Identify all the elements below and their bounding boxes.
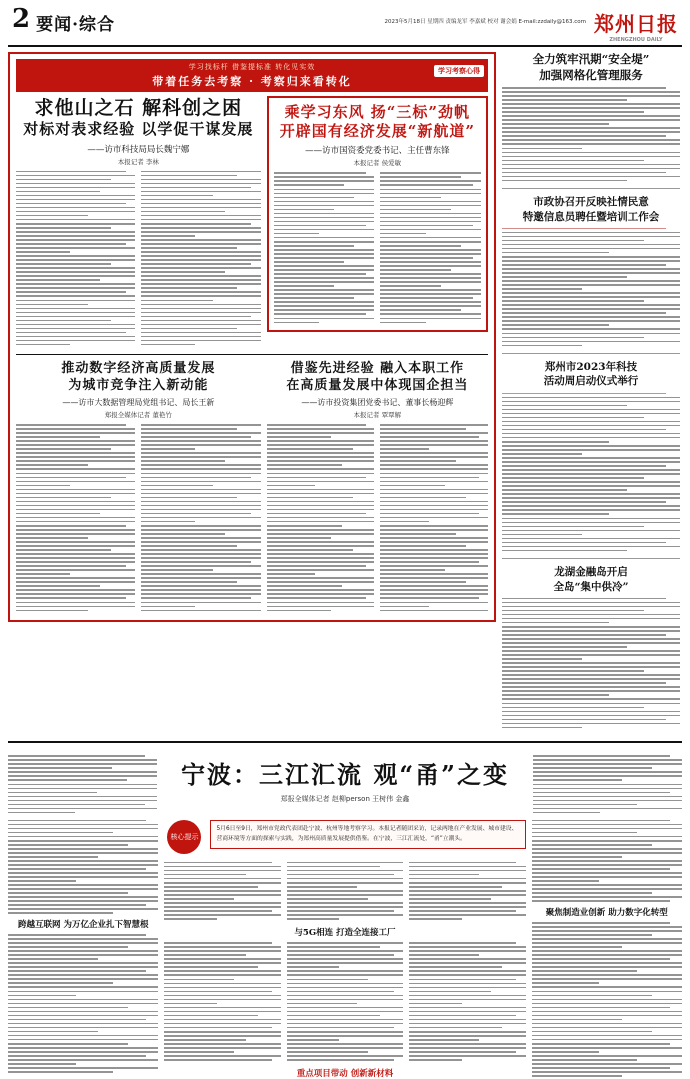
article-3-text-col-2 bbox=[141, 424, 260, 613]
feature-middle-columns bbox=[164, 862, 525, 922]
feature-byline: 郑报全媒体记者 赵柳person 王树伟 金鑫 bbox=[280, 795, 410, 804]
article-2 bbox=[267, 96, 488, 348]
right-article-4-headline-1: 龙湖金融岛开启 bbox=[554, 566, 628, 579]
right-article-2-headline-2: 特邀信息员聘任暨培训工作会 bbox=[522, 210, 660, 223]
campaign-banner bbox=[16, 59, 488, 92]
right-article-3-headline-1: 郑州市2023年科技 bbox=[544, 361, 638, 374]
article-1-headline-2: 对标对表求经验 以学促干谋发展 bbox=[23, 120, 254, 139]
article-1 bbox=[16, 96, 261, 348]
paper-logo bbox=[594, 6, 678, 43]
feature-mid-col-1 bbox=[164, 862, 280, 922]
featured-columns-2 bbox=[16, 361, 488, 614]
article-2-headline-1: 乘学习东风 扬“三标”劲帆 bbox=[284, 103, 471, 121]
section-title: 要闻·综合 bbox=[36, 15, 116, 35]
right-article-1-headline-2: 加强网格化管理服务 bbox=[539, 67, 643, 82]
article-2-byline: 本报记者 侯爱敏 bbox=[353, 159, 402, 168]
article-3-byline: 郑报全媒体记者 董艳竹 bbox=[104, 411, 172, 420]
feature-mid-col-3 bbox=[409, 862, 525, 922]
right-article-1-text bbox=[502, 87, 680, 181]
feature-col-middle bbox=[164, 820, 525, 1079]
feature-badge-wrap bbox=[164, 820, 204, 857]
masthead bbox=[8, 0, 682, 47]
article-1-headline-1: 求他山之石 解科创之困 bbox=[34, 97, 243, 119]
feature-col-left bbox=[8, 820, 158, 1079]
feature-right-body-2 bbox=[532, 922, 682, 1077]
right-article-4-headline-2: 全岛“集中供冷” bbox=[553, 580, 629, 593]
feature-title-wrap bbox=[163, 755, 527, 815]
right-article-2-headline-1: 市政协召开反映社情民意 bbox=[533, 196, 649, 209]
campaign-banner-sub: 学习找标杆 借鉴提标准 转化见实效 bbox=[188, 63, 316, 71]
feature-left-body-1 bbox=[8, 820, 158, 914]
campaign-banner-main: 带着任务去考察 · 考察归来看转化 bbox=[152, 75, 352, 88]
right-article-4-text bbox=[502, 598, 680, 729]
article-4-text-col-1 bbox=[267, 424, 375, 613]
page-number: 2 bbox=[12, 4, 31, 34]
article-4-headline-2: 在高质量发展中体现国企担当 bbox=[286, 377, 469, 393]
right-article-3 bbox=[502, 360, 680, 551]
right-article-3-text bbox=[502, 393, 680, 552]
core-points-badge: 核心提示 bbox=[167, 820, 201, 854]
feature-caption-left: 跨越互联网 为万亿企业扎下智慧根 bbox=[17, 920, 149, 931]
right-article-4 bbox=[502, 565, 680, 728]
feature-left-text bbox=[8, 755, 157, 815]
article-2-headline-2: 开辟国有经济发展“新航道” bbox=[279, 122, 475, 141]
right-article-2 bbox=[502, 195, 680, 346]
feature-note-text: 5月6日至9日，郑州市党政代表团赴宁波、杭州等地考察学习。本报记者随团采访，记录两地在产业发展、城市建设、营商环境等方面的探索与实践，为郑州高质量发展提供借鉴。在宁波，三江汇流处，“甬”立潮头。 bbox=[216, 825, 518, 842]
feature-right-text bbox=[533, 755, 682, 815]
feature-main-row bbox=[8, 820, 682, 1079]
right-divider-3 bbox=[502, 558, 680, 559]
article-2-box bbox=[267, 96, 488, 332]
feature-caption-right: 聚焦制造业创新 助力数字化转型 bbox=[545, 907, 668, 918]
paper-name: 郑州日报 bbox=[594, 12, 678, 36]
article-3-headline-2: 为城市竞争注入新动能 bbox=[68, 377, 209, 393]
right-article-3-headline-2: 活动周启动仪式举行 bbox=[543, 375, 639, 388]
feature-note-box bbox=[210, 820, 525, 850]
page-body bbox=[8, 52, 682, 735]
article-1-byline: 本报记者 李林 bbox=[117, 157, 159, 166]
article-4 bbox=[267, 361, 488, 614]
feature-mid-col-2 bbox=[287, 862, 403, 922]
feature-left-body-2 bbox=[8, 934, 158, 1073]
article-3-text-col-1 bbox=[16, 424, 135, 613]
feature-title: 宁波：三江汇流 观“甬”之变 bbox=[181, 760, 509, 790]
article-3 bbox=[16, 361, 261, 614]
featured-red-box bbox=[8, 52, 496, 622]
feature-top-row bbox=[8, 755, 682, 815]
right-article-2-text bbox=[502, 228, 680, 347]
article-2-subline: ——访市国资委党委书记、主任曹东锋 bbox=[305, 146, 450, 157]
feature-note-row bbox=[164, 820, 525, 857]
divider-featured bbox=[16, 354, 488, 355]
right-article-1-headline-1: 全力筑牢汛期“安全堤” bbox=[532, 52, 650, 66]
right-divider-2 bbox=[502, 353, 680, 354]
article-1-subline: ——访市科技局局长魏宁娜 bbox=[87, 144, 190, 155]
feature-caption-mid-2: 重点项目带动 创新新材料 bbox=[296, 1069, 394, 1079]
feature-section bbox=[8, 741, 682, 1079]
right-article-1 bbox=[502, 52, 680, 181]
feature-col-right bbox=[532, 820, 682, 1079]
left-zone bbox=[8, 52, 496, 735]
article-1-text-col-1 bbox=[16, 171, 135, 348]
article-1-text-col-2 bbox=[141, 171, 260, 348]
article-4-headline-1: 借鉴先进经验 融入本职工作 bbox=[290, 360, 465, 376]
right-divider-1 bbox=[502, 188, 680, 189]
featured-columns bbox=[16, 96, 488, 348]
feature-right-body-1 bbox=[532, 820, 682, 902]
campaign-banner-tag: 学习考察心得 bbox=[434, 65, 484, 77]
article-3-headline-1: 推动数字经济高质量发展 bbox=[61, 360, 216, 376]
article-2-text-col-1 bbox=[274, 172, 375, 325]
article-2-text-col-2 bbox=[380, 172, 481, 325]
article-3-subline: ——访市大数据管理局党组书记、局长王新 bbox=[62, 398, 215, 408]
right-column bbox=[502, 52, 680, 735]
article-4-byline: 本报记者 覃覃解 bbox=[353, 411, 402, 420]
article-4-text-col-2 bbox=[380, 424, 488, 613]
masthead-meta: 2023年5月18日 星期四 责编龙军 李嘉斌 校对 谢会娟 E-mail:zzdaily@163.com bbox=[384, 19, 586, 25]
feature-caption-mid-1: 与5G相连 打造全连接工厂 bbox=[294, 928, 396, 939]
article-4-subline: ——访市投资集团党委书记、董事长杨迎辉 bbox=[301, 398, 454, 408]
paper-name-en: ZHENGZHOU DAILY bbox=[609, 37, 663, 43]
